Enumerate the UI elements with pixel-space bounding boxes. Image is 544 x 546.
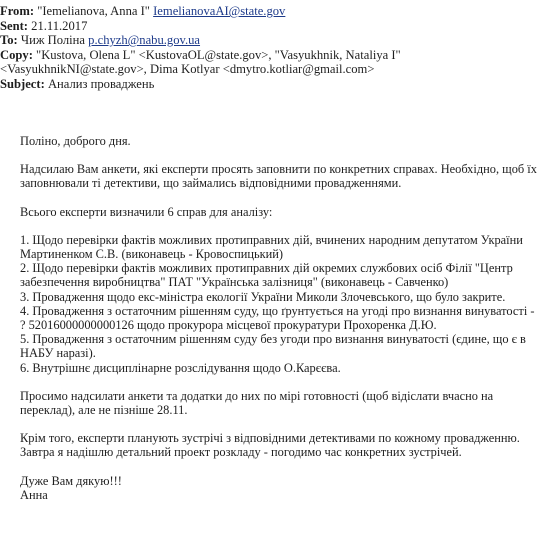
list-item: 1. Щодо перевірки фактів можливих протиправних дій, вчинених народним депутатом України Мартиненком С.В. (виконавець - Кровоспицький) [20, 232, 523, 262]
from-name: "Iemelianova, Anna I" [37, 4, 150, 18]
paragraph-forms: Надсилаю Вам анкети, які експерти просять заповнити по конкретних справах. Необхідно, щоб їх заповнювали ті детективи, що займались відповідними провадженнями. [20, 162, 537, 191]
sent-value: 21.11.2017 [31, 18, 88, 33]
email-header [0, 4, 401, 92]
list-item: 5. Провадження з остаточним рішенням суду без угоди про визнання винуватості (єдине, що є в НАБУ наразі). [20, 332, 526, 361]
from-label: From: [0, 4, 35, 18]
to-email-link[interactable]: p.chyzh@nabu.gov.ua [88, 33, 201, 48]
paragraph-deadline: Просимо надсилати анкети та додатки до них по мірі готовності (щоб відіслати вчасно на переклад), але не пізніше 28.11. [20, 388, 494, 418]
copy-line-2: <VasyukhnikNI@state.gov>, Dima Kotlyar <dmytro.kotliar@gmail.com> [0, 62, 375, 77]
cases-list [20, 233, 540, 375]
list-item: 2. Щодо перевірки фактів можливих протиправних дій окремих службових осіб Філії "Центр забезпечення виробництва" ПАТ "Українська залізниця" (виконавець - Савченко) [20, 261, 513, 290]
from-email-link[interactable]: IemelianovaAI@state.gov [153, 4, 286, 18]
copy-line-1: "Kustova, Olena L" <KustovaOL@state.gov>, "Vasyukhnik, Nataliya I" [36, 47, 401, 62]
to-name: Чиж Поліна [20, 33, 86, 48]
subject-row [0, 77, 401, 92]
signature: Анна [20, 487, 48, 502]
paragraph-meetings: Крім того, експерти планують зустрічі з відповідними детективами по кожному провадженню. Завтра я надішлю детальний проект розкладу - погодимо час конкретних зустрічей. [20, 431, 520, 460]
list-item: 4. Провадження з остаточним рішенням суду, що ґрунтується на угоді про визнання винуватості - ? 52016000000000126 щодо прокурора місцевої прокуратури Прохоренка Д.Ю. [20, 303, 535, 333]
copy-row [0, 48, 401, 63]
subject-value: Анализ проваджень [47, 76, 155, 91]
sent-row [0, 19, 401, 34]
to-label: To: [0, 33, 18, 48]
list-item: 3. Провадження щодо екс-міністра екології України Миколи Злочевського, що було закрите. [20, 289, 506, 304]
list-item: 6. Внутрішнє дисциплінарне розслідування щодо О.Карєєва. [20, 360, 341, 375]
from-row [0, 4, 401, 19]
greeting: Поліно, доброго дня. [20, 134, 131, 148]
sent-label: Sent: [0, 18, 28, 33]
to-row [0, 33, 401, 48]
paragraph-cases-intro: Всього експерти визначили 6 справ для аналізу: [20, 204, 273, 219]
copy-label: Copy: [0, 47, 33, 62]
copy-row-continued [0, 62, 401, 77]
email-body [20, 134, 540, 502]
thanks-line: Дуже Вам дякую!!! [20, 473, 122, 488]
subject-label: Subject: [0, 76, 45, 91]
